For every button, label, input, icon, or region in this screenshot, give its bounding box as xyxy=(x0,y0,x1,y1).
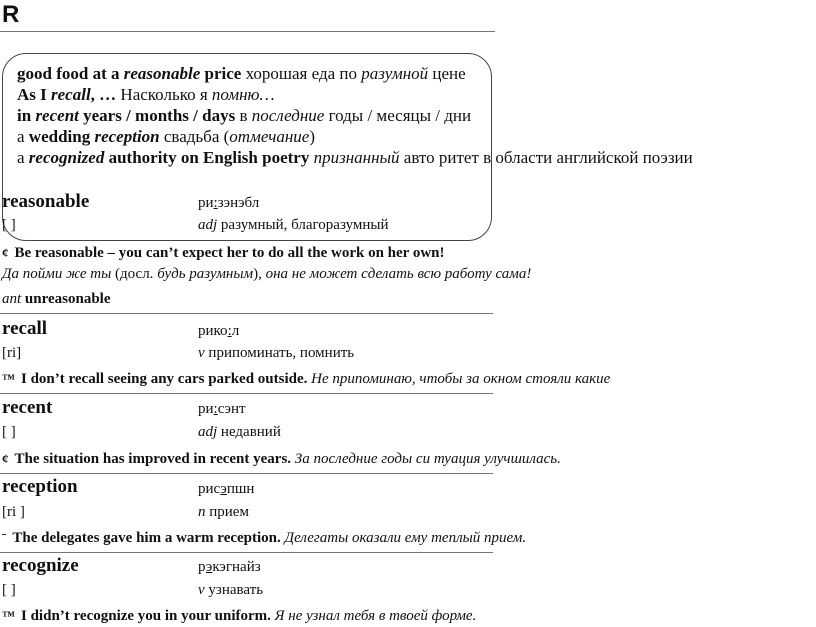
example-sentence: ˉ The delegates gave him a warm reception. Делегаты оказали ему теплый прием. xyxy=(2,530,527,546)
transliteration: рэкэгнайз xyxy=(198,559,261,575)
example-marker-icon: ˉ xyxy=(2,530,7,545)
entry-divider xyxy=(0,473,493,474)
header-divider xyxy=(0,31,495,32)
entry-divider xyxy=(0,393,493,394)
phrase-line: As I recall, … Насколько я помню… xyxy=(17,85,275,104)
ipa-transcription: [ ] xyxy=(2,217,16,233)
example-sentence: ™ I don’t recall seeing any cars parked outside. Не припоминаю, чтобы за окном стояли какие xyxy=(2,371,611,387)
phrase-line: a wedding reception свадьба (отмечание) xyxy=(17,127,315,146)
headword: reception xyxy=(2,476,78,497)
ipa-transcription: [ri ] xyxy=(2,504,25,520)
transliteration: ри:зэнэбл xyxy=(198,195,260,211)
definition: adj разумный, благоразумный xyxy=(198,217,389,233)
example-sentence: ™ I didn’t recognize you in your uniform. Я не узнал тебя в твоей форме. xyxy=(2,608,477,624)
example-sentence: ¢ Be reasonable – you can’t expect her to do all the work on her own! xyxy=(2,245,445,261)
transliteration: ри:сэнт xyxy=(198,401,246,417)
phrase-line: good food at a reasonable price хорошая еда по разумной цене xyxy=(17,64,466,83)
example-marker-icon: ™ xyxy=(2,371,15,386)
transliteration: рико:л xyxy=(198,323,240,339)
antonym: ant unreasonable xyxy=(2,291,111,307)
entry-divider xyxy=(0,552,493,553)
transliteration: рисэпшн xyxy=(198,481,255,497)
example-marker-icon: ™ xyxy=(2,608,15,623)
definition: v припоминать, помнить xyxy=(198,345,355,361)
definition: v узнавать xyxy=(198,582,264,598)
ipa-transcription: [ ] xyxy=(2,424,16,440)
ipa-transcription: [ri] xyxy=(2,345,22,361)
headword: recall xyxy=(2,318,48,339)
example-marker-icon: ¢ xyxy=(2,451,9,466)
example-translation: Да пойми же ты (досл. будь разумным), она не может сделать всю работу сама! xyxy=(2,266,532,282)
headword: recent xyxy=(2,397,53,418)
example-marker-icon: ¢ xyxy=(2,245,9,260)
headword: recognize xyxy=(2,555,79,576)
phrase-line: a recognized authority on English poetry признанный авто ритет в области английской поэзии xyxy=(17,148,693,167)
phrase-line: in recent years / months / days в последние годы / месяцы / дни xyxy=(17,106,472,125)
headword: reasonable xyxy=(2,191,90,212)
definition: adj недавний xyxy=(198,424,281,440)
ipa-transcription: [ ] xyxy=(2,582,16,598)
example-sentence: ¢ The situation has improved in recent years. За последние годы си туация улучшилась. xyxy=(2,451,561,467)
definition: n прием xyxy=(198,504,249,520)
entry-divider xyxy=(0,313,493,314)
section-letter: R xyxy=(2,1,20,28)
